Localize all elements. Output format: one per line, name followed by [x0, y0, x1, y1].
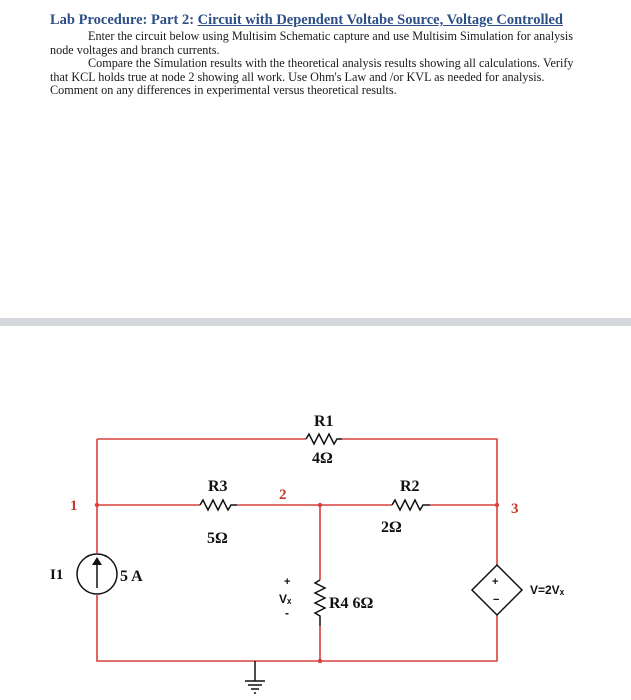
i1-value: 5 A — [120, 568, 143, 585]
dependent-voltage-source — [472, 565, 565, 615]
vx-label — [279, 576, 292, 620]
resistor-r4 — [315, 580, 374, 626]
title-underlined: Circuit with Dependent Voltabe Source, Voltage Controlled — [197, 12, 563, 28]
r1-name: R1 — [314, 413, 334, 430]
r2-name: R2 — [400, 478, 420, 495]
paragraph-1: Enter the circuit below using Multisim Schematic capture and use Multisim Simulation for analysis node voltages and branch currents. — [50, 29, 574, 57]
r3-value: 5Ω — [207, 530, 228, 547]
ground-symbol — [245, 661, 265, 693]
vx-plus: + — [284, 576, 291, 588]
node-1-label: 1 — [70, 498, 78, 514]
node-2-label: 2 — [279, 487, 287, 503]
r4-label: R4 6Ω — [329, 595, 374, 612]
r3-name: R3 — [208, 478, 228, 495]
current-source-i1 — [50, 554, 143, 594]
i1-name: I1 — [50, 567, 64, 583]
resistor-r1 — [306, 413, 342, 467]
vx-name: Vₓ — [279, 592, 292, 606]
title-prefix: Lab Procedure: Part 2: — [50, 12, 198, 28]
circuit-wires — [97, 439, 500, 661]
dep-source-label: V=2Vₓ — [530, 583, 565, 597]
resistor-r2 — [381, 478, 430, 536]
vx-minus: - — [285, 606, 289, 620]
resistor-r3 — [200, 478, 237, 547]
r1-value: 4Ω — [312, 450, 333, 467]
dep-source-minus: − — [493, 594, 500, 606]
paragraph-2: Compare the Simulation results with the theoretical analysis results showing all calculations. Verify that KCL holds true at node 2 showing all work. Use Ohm's Law and /or KVL as needed for analysis. Comment on any differences in experimental versus theoretical results. — [50, 56, 574, 98]
r2-value: 2Ω — [381, 519, 402, 536]
node-dots — [95, 503, 499, 663]
dep-source-plus: + — [492, 576, 499, 588]
node-3-label: 3 — [511, 501, 519, 517]
